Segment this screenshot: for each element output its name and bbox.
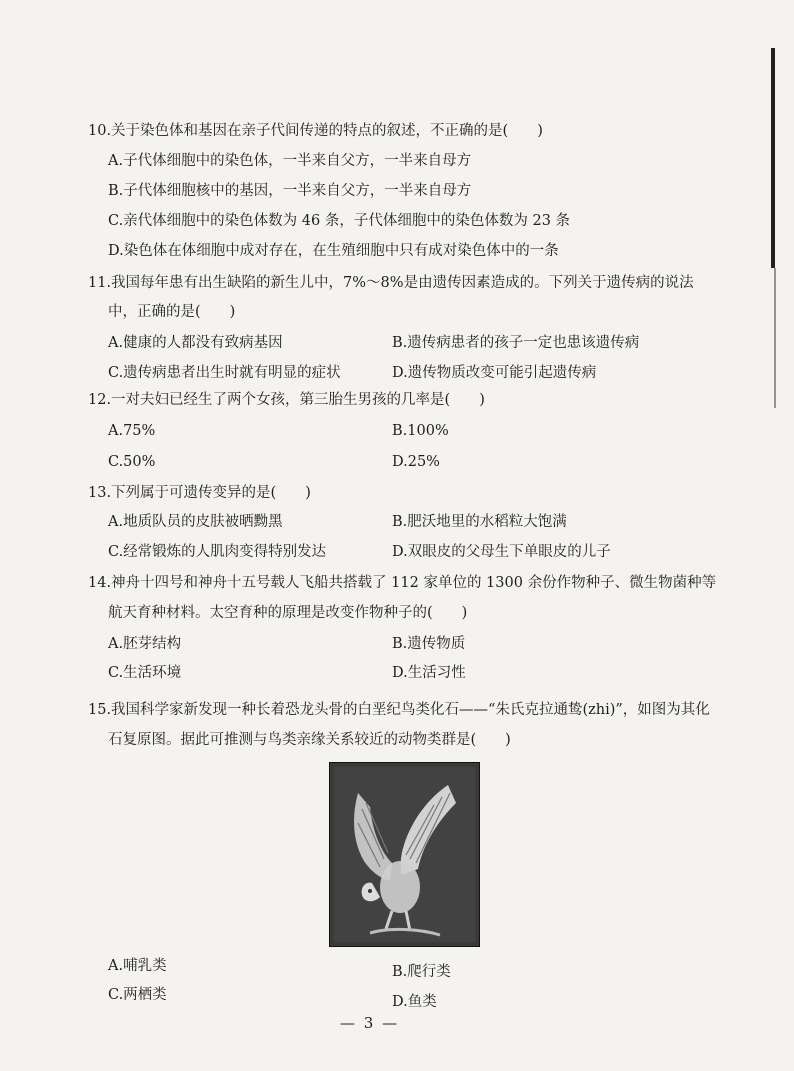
- question-10-option-d: D.染色体在体细胞中成对存在，在生殖细胞中只有成对染色体中的一条: [108, 243, 559, 259]
- question-13-stem: 13.下列属于可遗传变异的是( ): [88, 485, 311, 501]
- question-15-option-a: A.哺乳类: [108, 958, 167, 974]
- question-11-option-a: A.健康的人都没有致病基因: [108, 335, 283, 351]
- question-14-option-c: C.生活环境: [108, 665, 182, 681]
- question-14-stem-line1: 14.神舟十四号和神舟十五号载人飞船共搭载了 112 家单位的 1300 余份作物种子、微生物菌种等: [88, 575, 717, 591]
- question-12-option-c: C.50%: [108, 454, 156, 470]
- question-13-option-b: B.肥沃地里的水稻粒大饱满: [392, 514, 567, 530]
- question-10-option-b: B.子代体细胞核中的基因，一半来自父方，一半来自母方: [108, 183, 472, 199]
- question-12-option-a: A.75%: [108, 423, 156, 439]
- question-15-option-d: D.鱼类: [392, 994, 437, 1010]
- question-15-option-b: B.爬行类: [392, 964, 451, 980]
- question-10-option-c: C.亲代体细胞中的染色体数为 46 条，子代体细胞中的染色体数为 23 条: [108, 213, 571, 229]
- page-number: — 3 —: [340, 1014, 400, 1032]
- question-12-stem: 12.一对夫妇已经生了两个女孩，第三胎生男孩的几率是( ): [88, 392, 485, 408]
- question-15-stem-line1: 15.我国科学家新发现一种长着恐龙头骨的白垩纪鸟类化石——“朱氏克拉通鸷(zhi)”，如图为其化: [88, 702, 710, 718]
- question-11-stem-line1: 11.我国每年患有出生缺陷的新生儿中，7%～8%是由遗传因素造成的。下列关于遗传病的说法: [88, 275, 694, 291]
- question-13-option-d: D.双眼皮的父母生下单眼皮的儿子: [392, 544, 611, 560]
- question-13-option-c: C.经常锻炼的人肌肉变得特别发达: [108, 544, 327, 560]
- question-11-stem-line2: 中，正确的是( ): [108, 304, 236, 320]
- scan-edge-line: [771, 48, 775, 268]
- question-10-stem: 10.关于染色体和基因在亲子代间传递的特点的叙述，不正确的是( ): [88, 123, 543, 139]
- fossil-reconstruction-image: [329, 762, 480, 947]
- question-10-option-a: A.子代体细胞中的染色体，一半来自父方，一半来自母方: [108, 153, 472, 169]
- question-11-option-d: D.遗传物质改变可能引起遗传病: [392, 365, 597, 381]
- question-14-option-a: A.胚芽结构: [108, 636, 182, 652]
- question-12-option-b: B.100%: [392, 423, 449, 439]
- question-15-stem-line2: 石复原图。据此可推测与鸟类亲缘关系较近的动物类群是( ): [108, 732, 511, 748]
- question-14-stem-line2: 航天育种材料。太空育种的原理是改变作物种子的( ): [108, 605, 468, 621]
- question-14-option-d: D.生活习性: [392, 665, 466, 681]
- question-14-option-b: B.遗传物质: [392, 636, 466, 652]
- bird-fossil-illustration: [330, 763, 479, 946]
- question-15-option-c: C.两栖类: [108, 987, 167, 1003]
- question-12-option-d: D.25%: [392, 454, 440, 470]
- question-13-option-a: A.地质队员的皮肤被晒黝黑: [108, 514, 283, 530]
- scan-edge-line: [774, 268, 776, 408]
- question-11-option-b: B.遗传病患者的孩子一定也患该遗传病: [392, 335, 640, 351]
- question-11-option-c: C.遗传病患者出生时就有明显的症状: [108, 365, 341, 381]
